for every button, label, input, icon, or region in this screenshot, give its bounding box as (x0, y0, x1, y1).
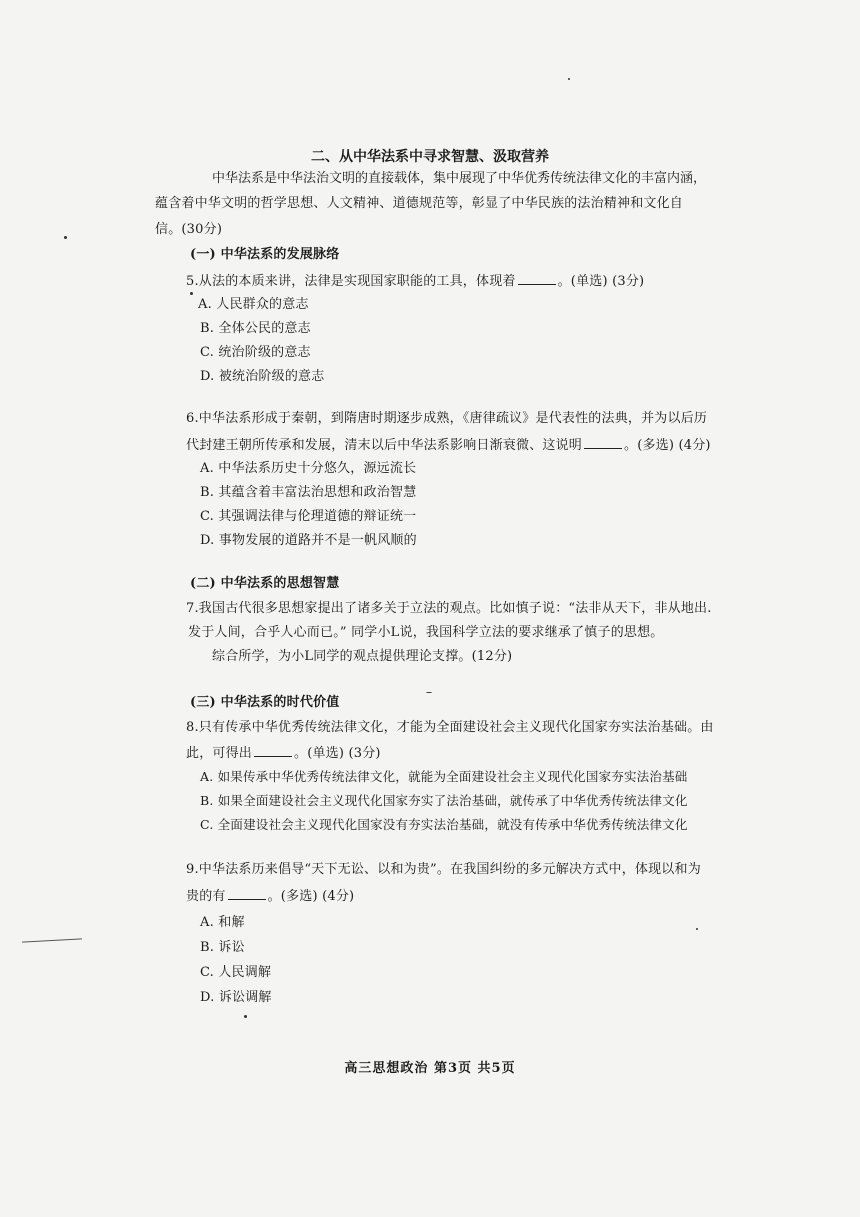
q9-option-c: C. 人民调解 (200, 965, 272, 980)
q9-stem-line-1: 9.中华法系历来倡导“天下无讼、以和为贵”。在我国纠纷的多元解决方式中，体现以和为 (186, 862, 701, 877)
q5-stem-suffix: 。(单选) (3分) (557, 274, 645, 289)
part2-heading: (二) 中华法系的思想智慧 (190, 576, 340, 591)
q7-line-3: 综合所学，为小L同学的观点提供理论支撑。(12分) (212, 649, 513, 664)
q5-answer-blank (518, 272, 556, 285)
q8-stem-line-2 (186, 744, 381, 763)
q9-option-a: A. 和解 (200, 915, 245, 930)
q8-option-b: B. 如果全面建设社会主义现代化国家夯实了法治基础，就传承了中华优秀传统法律文化 (200, 793, 688, 808)
section-title: 二、从中华法系中寻求智慧、汲取营养 (311, 149, 549, 165)
section-intro-line-1: 中华法系是中华法治文明的直接载体，集中展现了中华优秀传统法律文化的丰富内涵， (212, 171, 707, 186)
q6-stem-line-2 (186, 436, 711, 455)
scan-speck (568, 78, 570, 80)
q6-option-c: C. 其强调法律与伦理道德的辩证统一 (200, 509, 417, 524)
q8-stem-line-1: 8.只有传承中华优秀传统法律文化，才能为全面建设社会主义现代化国家夯实法治基础。由 (186, 720, 714, 735)
q8-stem-text: 此，可得出 (186, 746, 253, 761)
q6-stem-suffix: 。(多选) (4分) (624, 438, 711, 453)
q7-line-1: 7.我国古代很多思想家提出了诸多关于立法的观点。比如慎子说：“法非从天下，非从地出. (186, 601, 712, 616)
scan-speck (190, 292, 193, 295)
q5-option-d: D. 被统治阶级的意志 (200, 369, 325, 384)
q6-stem-line-1: 6.中华法系形成于秦朝，到隋唐时期逐步成熟，《唐律疏议》是代表性的法典，并为以后历 (186, 411, 708, 426)
q5-option-a: A. 人民群众的意志 (198, 297, 309, 312)
scan-speck (426, 692, 432, 693)
q8-option-c: C. 全面建设社会主义现代化国家没有夯实法治基础，就没有传承中华优秀传统法律文化 (200, 817, 688, 832)
q9-stem-line-2 (186, 887, 354, 906)
part3-heading: (三) 中华法系的时代价值 (190, 695, 340, 710)
q9-option-d: D. 诉讼调解 (200, 990, 272, 1005)
q5-option-c: C. 统治阶级的意志 (200, 345, 311, 360)
q6-option-a: A. 中华法系历史十分悠久，源远流长 (200, 461, 417, 476)
q9-stem-text: 贵的有 (186, 889, 226, 904)
q5-stem (186, 272, 644, 291)
q7-line-2: 发于人间，合乎人心而已。” 同学小L说，我国科学立法的要求继承了慎子的思想。 (188, 625, 664, 640)
scan-speck (64, 236, 67, 239)
scan-speck (244, 1015, 247, 1018)
q8-stem-suffix: 。(单选) (3分) (294, 746, 381, 761)
q5-option-b: B. 全体公民的意志 (200, 321, 311, 336)
q6-stem-text: 代封建王朝所传承和发展，清末以后中华法系影响日渐衰微、这说明 (186, 438, 583, 453)
q9-answer-blank (228, 887, 266, 900)
page-footer: 高三思想政治 第3页 共5页 (344, 1061, 516, 1076)
q6-option-d: D. 事物发展的道路并不是一帆风顺的 (200, 533, 417, 548)
part1-heading: (一) 中华法系的发展脉络 (190, 247, 340, 262)
q8-option-a: A. 如果传承中华优秀传统法律文化，就能为全面建设社会主义现代化国家夯实法治基础 (200, 769, 688, 784)
scan-speck (696, 928, 698, 930)
scan-line-mark (22, 938, 82, 942)
section-intro-line-2: 蕴含着中华文明的哲学思想、人文精神、道德规范等，彰显了中华民族的法治精神和文化自 (155, 196, 684, 211)
q9-option-b: B. 诉讼 (200, 940, 245, 955)
q9-stem-suffix: 。(多选) (4分) (267, 889, 355, 904)
q6-option-b: B. 其蕴含着丰富法治思想和政治智慧 (200, 485, 417, 500)
q6-answer-blank (584, 436, 622, 449)
q8-answer-blank (254, 744, 292, 757)
section-intro-line-3: 信。(30分) (155, 222, 223, 237)
q5-stem-text: 5.从法的本质来讲，法律是实现国家职能的工具，体现着 (186, 274, 516, 289)
